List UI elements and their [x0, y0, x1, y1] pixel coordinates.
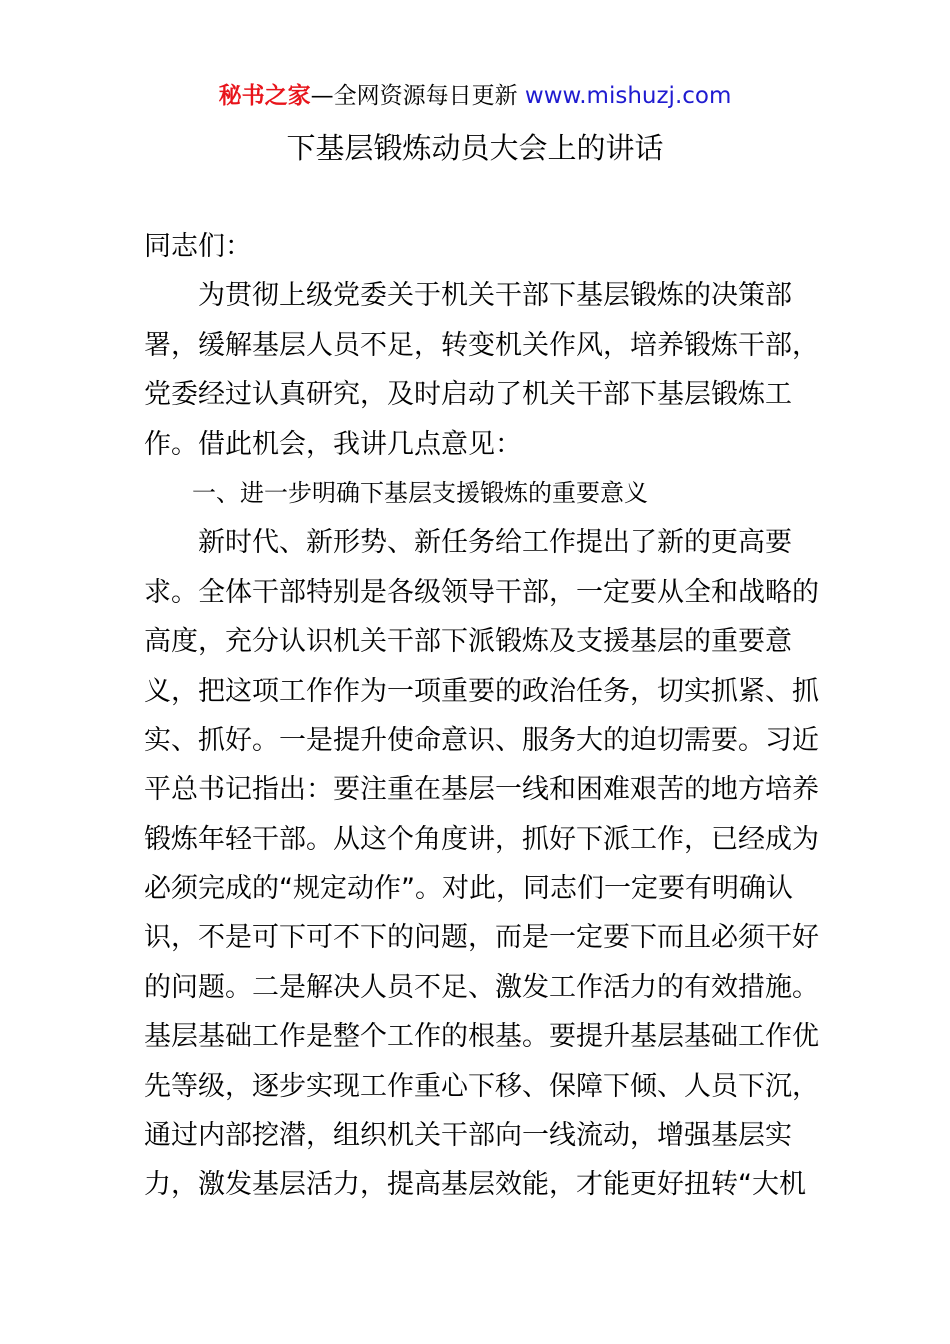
- salutation: 同志们：: [144, 231, 252, 262]
- paragraph-line: 义，把这项工作作为一项重要的政治任务，切实抓紧、抓: [144, 675, 819, 707]
- document-title: 下基层锻炼动员大会上的讲话: [286, 131, 664, 165]
- section-heading: 一、进一步明确下基层支援锻炼的重要意义: [144, 478, 648, 507]
- paragraph-line: 新时代、新形势、新任务给工作提出了新的更高要: [144, 527, 792, 559]
- paragraph-line: 识，不是可下可不下的问题，而是一定要下而且必须干好: [144, 922, 819, 954]
- paragraph-line: 必须完成的“规定动作”。对此，同志们一定要有明确认: [144, 873, 793, 905]
- brand-name: 秘书之家: [218, 83, 311, 109]
- paragraph-line: 实、抓好。一是提升使命意识、服务大的迫切需要。习近: [144, 724, 819, 756]
- paragraph-line: 通过内部挖潜，组织机关干部向一线流动，增强基层实: [144, 1120, 792, 1152]
- paragraph-line: 的问题。二是解决人员不足、激发工作活力的有效措施。: [144, 971, 819, 1003]
- paragraph-line: 求。全体干部特别是各级领导干部，一定要从全和战略的: [144, 576, 819, 608]
- paragraph-line: 高度，充分认识机关干部下派锻炼及支援基层的重要意: [144, 626, 792, 658]
- paragraph-line: 作。借此机会，我讲几点意见：: [144, 428, 522, 460]
- paragraph-line: 基层基础工作是整个工作的根基。要提升基层基础工作优: [144, 1021, 819, 1053]
- site-banner: [0, 80, 950, 112]
- banner-tagline: —全网资源每日更新: [310, 83, 525, 109]
- document-body: [144, 222, 819, 1210]
- paragraph-line: 党委经过认真研究，及时启动了机关干部下基层锻炼工: [144, 379, 792, 411]
- paragraph-line: 为贯彻上级党委关于机关干部下基层锻炼的决策部: [144, 280, 792, 312]
- paragraph-line: 平总书记指出：要注重在基层一线和困难艰苦的地方培养: [144, 774, 819, 806]
- paragraph-line: 署，缓解基层人员不足，转变机关作风，培养锻炼干部，: [144, 329, 819, 361]
- paragraph-line: 力，激发基层活力，提高基层效能，才能更好扭转“大机: [144, 1169, 806, 1201]
- site-url-link[interactable]: www.mishuzj.com: [524, 83, 732, 109]
- paragraph-line: 先等级，逐步实现工作重心下移、保障下倾、人员下沉，: [144, 1070, 819, 1102]
- paragraph-line: 锻炼年轻干部。从这个角度讲，抓好下派工作，已经成为: [144, 823, 819, 855]
